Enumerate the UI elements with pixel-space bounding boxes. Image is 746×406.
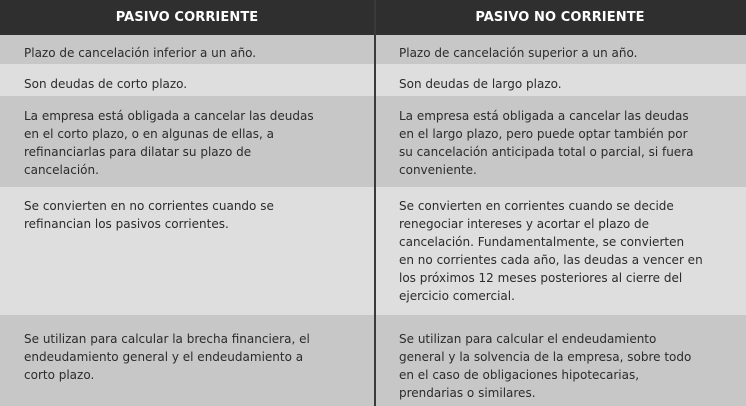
cell-corriente: Son deudas de corto plazo. (24, 77, 188, 91)
table-row (0, 315, 746, 406)
cell-no-corriente: Plazo de cancelación superior a un año. (399, 46, 638, 60)
cell-no-corriente: Se utilizan para calcular el endeudamiento general y la solvencia de la empresa, sobre todo en el caso de obligaciones hipotecarias, prendarias o similares. (399, 332, 692, 400)
cell-no-corriente: Son deudas de largo plazo. (399, 77, 562, 91)
cell-no-corriente: La empresa está obligada a cancelar las deudas en el largo plazo, pero puede optar también por su cancelación anticipada total o parcial, si fuera conveniente. (399, 109, 694, 177)
header-pasivo-no-corriente: PASIVO NO CORRIENTE (475, 10, 645, 25)
table-row (0, 96, 746, 187)
table-row (0, 187, 746, 315)
cell-corriente: Se utilizan para calcular la brecha financiera, el endeudamiento general y el endeudamiento a corto plazo. (24, 332, 310, 382)
cell-no-corriente: Se convierten en corrientes cuando se decide renegociar intereses y acortar el plazo de cancelación. Fundamentalmente, se convierten en no corrientes cada año, las deudas a vencer en los próximos 12 meses posteriores al cierre del ejercicio comercial. (399, 199, 703, 303)
cell-corriente: Se convierten en no corrientes cuando se refinancian los pasivos corrientes. (24, 199, 274, 231)
column-divider (374, 0, 376, 406)
table-row (0, 35, 746, 64)
table-row (0, 64, 746, 96)
cell-corriente: La empresa está obligada a cancelar las deudas en el corto plazo, o en algunas de ellas, a refinanciarlas para dilatar su plazo de cancelación. (24, 109, 314, 177)
header-pasivo-corriente: PASIVO CORRIENTE (115, 10, 259, 25)
table-header (0, 0, 746, 35)
cell-corriente: Plazo de cancelación inferior a un año. (24, 46, 257, 60)
